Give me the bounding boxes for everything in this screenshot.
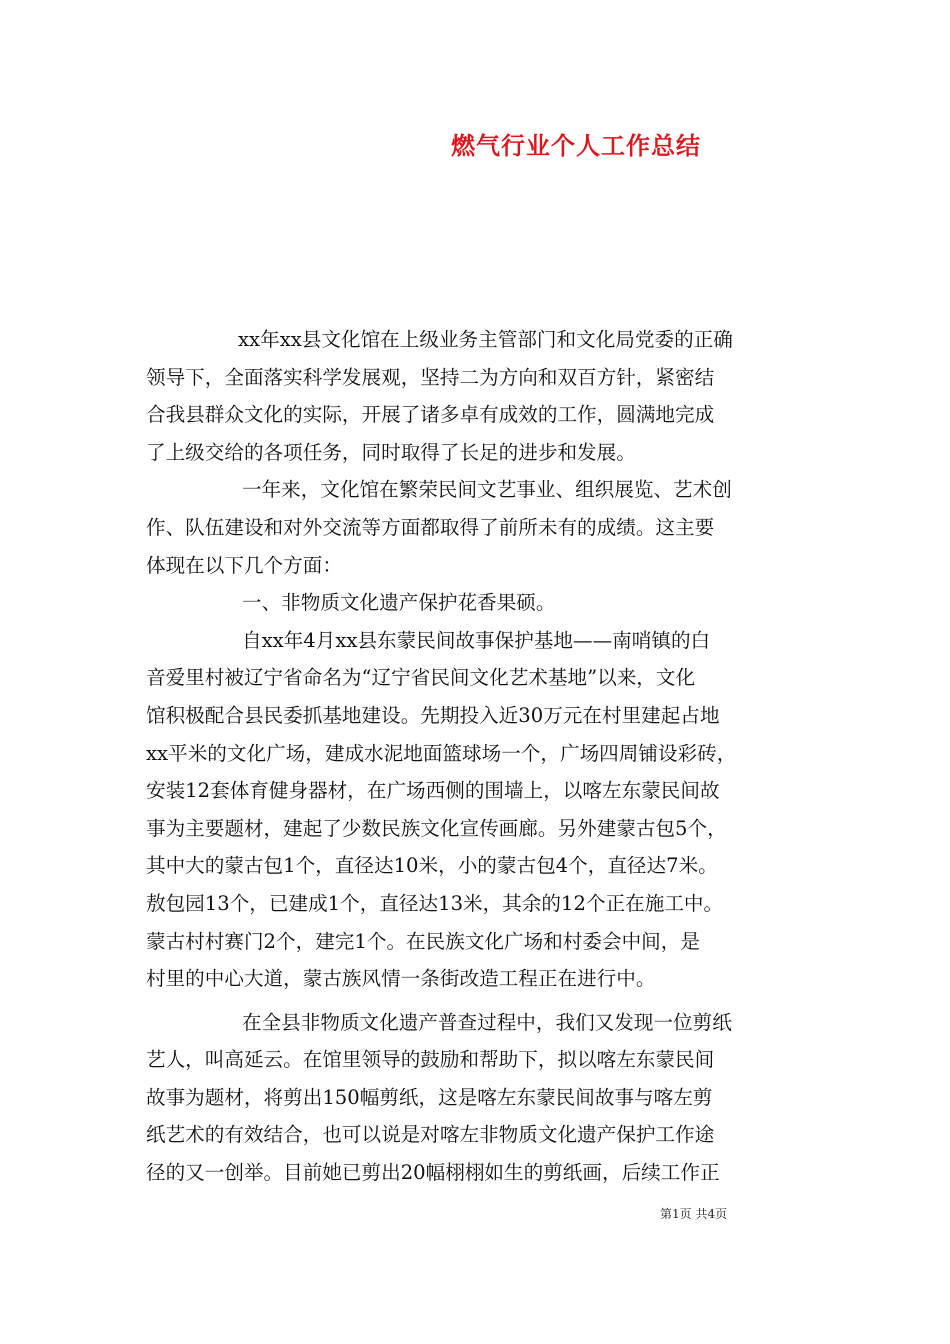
document-title: 燃气行业个人工作总结 bbox=[451, 132, 701, 160]
text-line: 了上级交给的各项任务，同时取得了长足的进步和发展。 bbox=[146, 440, 636, 464]
paragraph-intro bbox=[146, 321, 806, 471]
text-line: 敖包园13个，已建成1个，直径达13米，其余的12个正在施工中。 bbox=[146, 891, 724, 915]
text-line: 自xx年4月xx县东蒙民间故事保护基地——南哨镇的白 bbox=[242, 628, 711, 652]
text-line: 在全县非物质文化遗产普查过程中，我们又发现一位剪纸 bbox=[242, 1010, 732, 1034]
text-line: 蒙古村村赛门2个，建完1个。在民族文化广场和村委会中间，是 bbox=[146, 929, 700, 953]
text-line: 安装12套体育健身器材，在广场西侧的围墙上，以喀左东蒙民间故 bbox=[146, 779, 720, 803]
section-heading bbox=[146, 584, 806, 622]
text-line: 领导下，全面落实科学发展观，坚持二为方向和双百方针，紧密结 bbox=[146, 365, 715, 389]
text-line: 径的又一创举。目前她已剪出20幅栩栩如生的剪纸画，后续工作正 bbox=[146, 1161, 720, 1185]
text-line: 合我县群众文化的实际，开展了诸多卓有成效的工作，圆满地完成 bbox=[146, 403, 715, 427]
document-body bbox=[146, 321, 806, 1192]
paragraph-summary bbox=[146, 471, 806, 584]
text-line: 纸艺术的有效结合，也可以说是对喀左非物质文化遗产保护工作途 bbox=[146, 1123, 715, 1147]
page-number: 第1页 共4页 bbox=[660, 1207, 728, 1221]
text-line: 故事为题材，将剪出150幅剪纸，这是喀左东蒙民间故事与喀左剪 bbox=[146, 1085, 713, 1109]
section-heading-text: 一、非物质文化遗产保护花香果硕。 bbox=[242, 591, 556, 615]
text-line: xx平米的文化广场，建成水泥地面篮球场一个，广场四周铺设彩砖， bbox=[146, 741, 737, 765]
text-line: 作、队伍建设和对外交流等方面都取得了前所未有的成绩。这主要 bbox=[146, 515, 715, 539]
text-line: 一年来，文化馆在繁荣民间文艺事业、组织展览、艺术创 bbox=[242, 478, 732, 502]
text-line: 艺人，叫高延云。在馆里领导的鼓励和帮助下，拟以喀左东蒙民间 bbox=[146, 1048, 715, 1072]
text-line: 馆积极配合县民委抓基地建设。先期投入近30万元在村里建起占地 bbox=[146, 703, 720, 727]
text-line: 事为主要题材，建起了少数民族文化宣传画廊。另外建蒙古包5个， bbox=[146, 816, 727, 840]
text-line: 音爱里村被辽宁省命名为“辽宁省民间文化艺术基地”以来，文化 bbox=[146, 666, 696, 690]
paragraph-papercut bbox=[146, 1004, 806, 1192]
text-line: 村里的中心大道，蒙古族风情一条街改造工程正在进行中。 bbox=[146, 967, 656, 991]
text-line: xx年xx县文化馆在上级业务主管部门和文化局党委的正确 bbox=[238, 328, 733, 351]
paragraph-base bbox=[146, 622, 806, 998]
text-line: 体现在以下几个方面： bbox=[146, 553, 342, 577]
text-line: 其中大的蒙古包1个，直径达10米，小的蒙古包4个，直径达7米。 bbox=[146, 854, 718, 878]
